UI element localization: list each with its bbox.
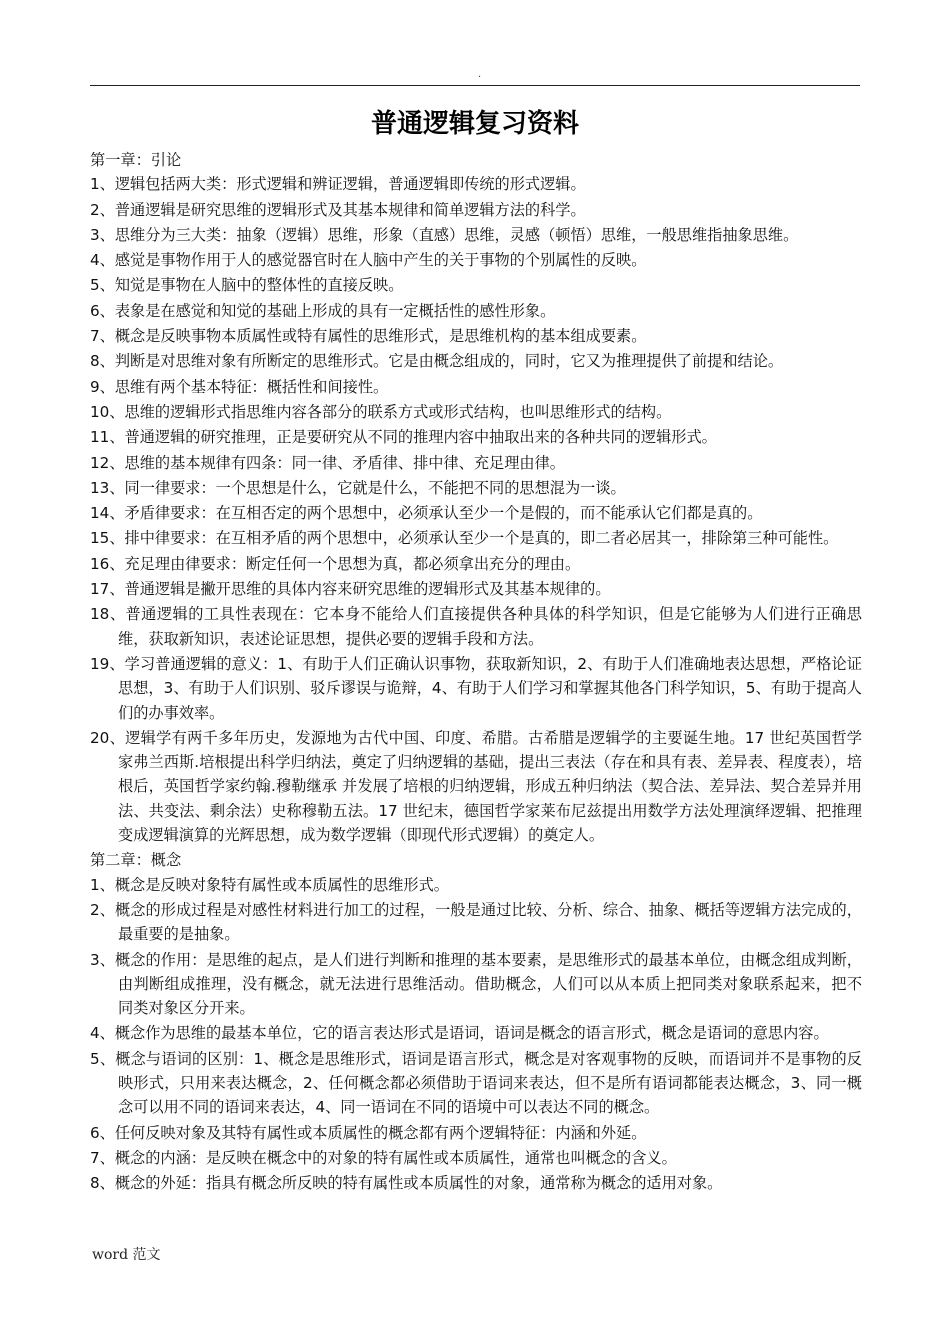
document-title: 普通逻辑复习资料 — [370, 109, 579, 139]
document-body — [90, 148, 862, 1196]
list-item: 7、概念的内涵：是反映在概念中的对象的特有属性或本质属性，通常也叫概念的含义。 — [90, 1148, 677, 1167]
list-item: 9、思维有两个基本特征：概括性和间接性。 — [90, 377, 389, 396]
list-item: 6、表象是在感觉和知觉的基础上形成的具有一定概括性的感性形象。 — [90, 301, 556, 320]
list-item: 18、普通逻辑的工具性表现在：它本身不能给人们直接提供各种具体的科学知识，但是它能够为人们进行正确思维，获取新知识，表述论证思想，提供必要的逻辑手段和方法。 — [90, 605, 862, 648]
list-item: 3、概念的作用：是思维的起点，是人们进行判断和推理的基本要素，是思维形式的最基本单位，由概念组成判断，由判断组成推理，没有概念，就无法进行思维活动。借助概念，人们可以从本质上把同类对象联系起来，把不同类对象区分开来。 — [90, 950, 862, 1018]
list-item: 20、逻辑学有两千多年历史，发源地为古代中国、印度、希腊。古希腊是逻辑学的主要诞生地。17 世纪英国哲学家弗兰西斯.培根提出科学归纳法，奠定了归纳逻辑的基础，提出三表法（存在和具有表、差异表、程度表），培根后，英国哲学家约翰.穆勒继承 并发展了培根的归纳逻辑，形成五种归纳法（契合法、差异法、契合差异并用法、共变法、剩余法）史称穆勒五法。17 世纪末，德国哲学家莱布尼兹提出用数学方法处理演绎逻辑、把推理变成逻辑演算的光辉思想，成为数学逻辑（即现代形式逻辑）的奠定人。 — [90, 728, 862, 845]
chapter-heading: 第二章：概念 — [90, 851, 182, 870]
list-item: 6、任何反映对象及其特有属性或本质属性的概念都有两个逻辑特征：内涵和外延。 — [90, 1123, 647, 1142]
list-item: 12、思维的基本规律有四条：同一律、矛盾律、排中律、充足理由律。 — [90, 453, 565, 472]
list-item: 1、概念是反映对象特有属性或本质属性的思维形式。 — [90, 875, 449, 894]
list-item: 11、普通逻辑的研究推理，正是要研究从不同的推理内容中抽取出来的各种共同的逻辑形式。 — [90, 428, 717, 447]
list-item: 17、普通逻辑是撇开思维的具体内容来研究思维的逻辑形式及其基本规律的。 — [90, 580, 611, 599]
list-item: 2、概念的形成过程是对感性材料进行加工的过程，一般是通过比较、分析、综合、抽象、概括等逻辑方法完成的，最重要的是抽象。 — [90, 900, 862, 944]
list-item: 2、普通逻辑是研究思维的逻辑形式及其基本规律和简单逻辑方法的科学。 — [90, 200, 586, 219]
chapter-heading: 第一章：引论 — [90, 151, 182, 169]
page-footer: word 范文 — [92, 1247, 161, 1263]
list-item: 14、矛盾律要求：在互相否定的两个思想中，必须承认至少一个是假的，而不能承认它们都是真的。 — [90, 504, 763, 523]
list-item: 4、概念作为思维的最基本单位，它的语言表达形式是语词，语词是概念的语言形式，概念是语词的意思内容。 — [90, 1024, 829, 1043]
list-item: 5、知觉是事物在人脑中的整体性的直接反映。 — [90, 276, 404, 295]
header-divider — [90, 85, 860, 86]
list-item: 10、思维的逻辑形式指思维内容各部分的联系方式或形式结构，也叫思维形式的结构。 — [90, 402, 672, 421]
list-item: 3、思维分为三大类：抽象（逻辑）思维，形象（直感）思维，灵感（顿悟）思维，一般思维指抽象思维。 — [90, 225, 799, 244]
list-item: 1、逻辑包括两大类：形式逻辑和辨证逻辑，普通逻辑即传统的形式逻辑。 — [90, 175, 586, 194]
list-item: 5、概念与语词的区别：1、概念是思维形式，语词是语言形式，概念是对客观事物的反映，而语词并不是事物的反映形式，只用来表达概念，2、任何概念都必须借助于语词来表达，但不是所有语词都能表达概念，3、同一概念可以用不同的语词来表达，4、同一语词在不同的语境中可以表达不同的概念。 — [90, 1049, 862, 1117]
list-item: 15、排中律要求：在互相矛盾的两个思想中，必须承认至少一个是真的，即二者必居其一，排除第三种可能性。 — [90, 529, 839, 548]
list-item: 8、判断是对思维对象有所断定的思维形式。它是由概念组成的，同时，它又为推理提供了前提和结论。 — [90, 352, 784, 371]
list-item: 16、充足理由律要求：断定任何一个思想为真，都必须拿出充分的理由。 — [90, 554, 581, 573]
list-item: 7、概念是反映事物本质属性或特有属性的思维形式，是思维机构的基本组成要素。 — [90, 327, 647, 346]
list-item: 13、同一律要求：一个思想是什么，它就是什么，不能把不同的思想混为一谈。 — [90, 478, 626, 497]
list-item: 4、感觉是事物作用于人的感觉器官时在人脑中产生的关于事物的个别属性的反映。 — [90, 251, 647, 270]
list-item: 19、学习普通逻辑的意义：1、有助于人们正确认识事物，获取新知识，2、有助于人们准确地表达思想，严格论证思想，3、有助于人们识别、驳斥谬误与诡辩，4、有助于人们学习和掌握其他各门科学知识，5、有助于提高人们的办事效率。 — [90, 654, 862, 722]
header-mark: . — [478, 69, 482, 80]
list-item: 8、概念的外延：指具有概念所反映的特有属性或本质属性的对象，通常称为概念的适用对象。 — [90, 1174, 723, 1193]
